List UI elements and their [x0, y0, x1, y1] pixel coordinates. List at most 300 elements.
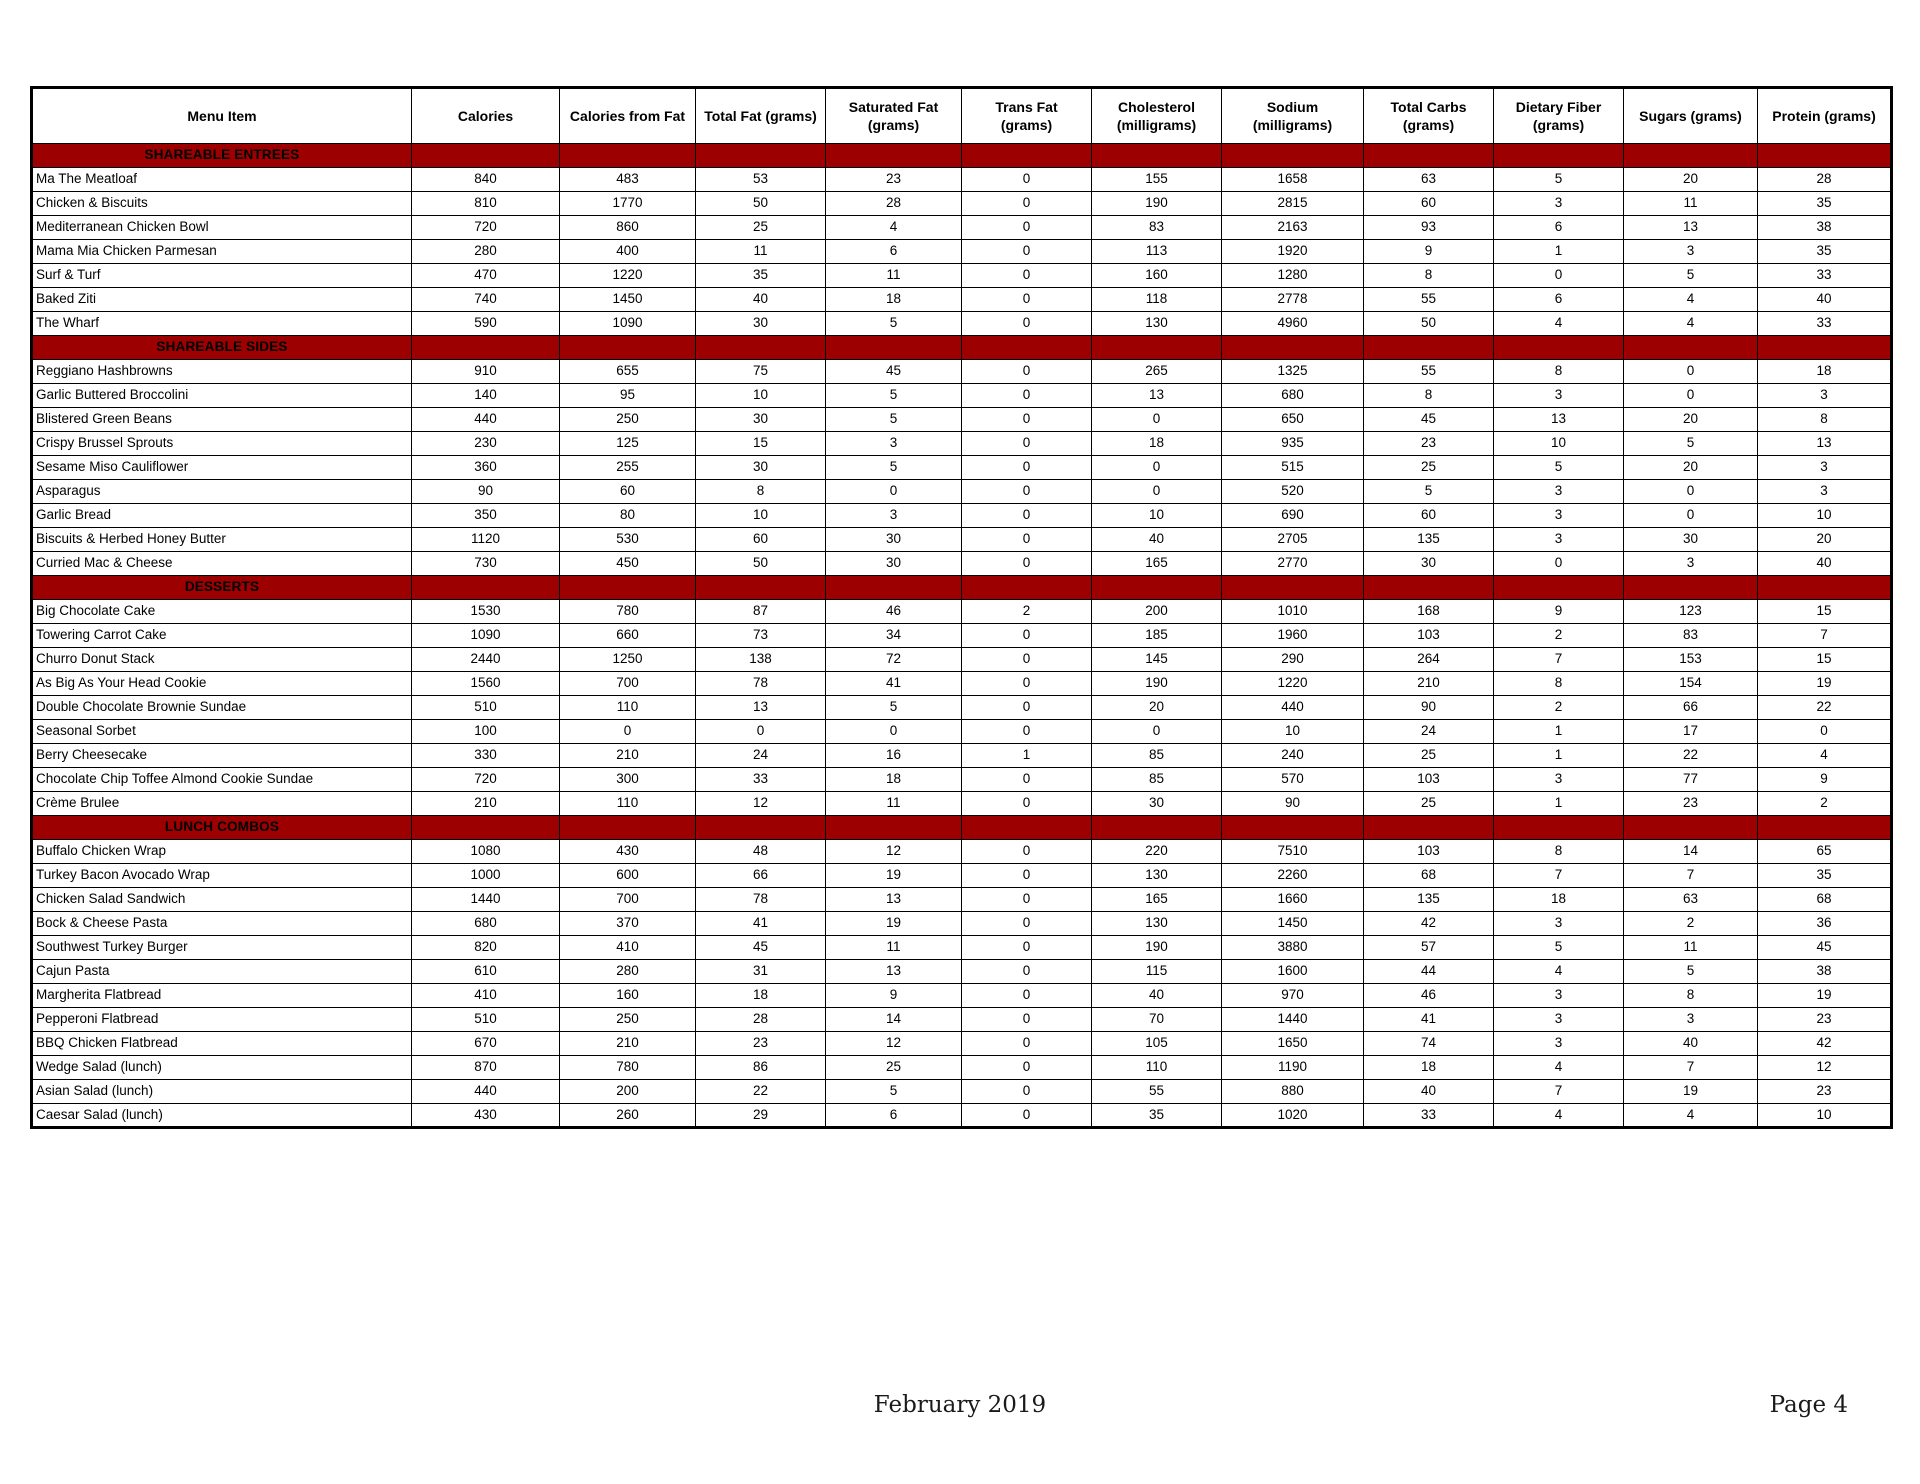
value-cell: 17 [1624, 720, 1758, 744]
value-cell: 1530 [412, 600, 560, 624]
value-cell: 1650 [1222, 1032, 1364, 1056]
value-cell: 86 [696, 1056, 826, 1080]
value-cell: 18 [826, 768, 962, 792]
value-cell: 4 [1758, 744, 1892, 768]
header-row [32, 88, 1892, 144]
column-header: Cholesterol (milligrams) [1092, 88, 1222, 144]
value-cell: 18 [1092, 432, 1222, 456]
section-filler-cell [962, 336, 1092, 360]
value-cell: 0 [1092, 456, 1222, 480]
value-cell: 3 [1494, 912, 1624, 936]
value-cell: 11 [826, 264, 962, 288]
value-cell: 87 [696, 600, 826, 624]
value-cell: 46 [826, 600, 962, 624]
table-row [32, 168, 1892, 192]
value-cell: 1 [1494, 240, 1624, 264]
value-cell: 25 [826, 1056, 962, 1080]
value-cell: 230 [412, 432, 560, 456]
value-cell: 700 [560, 672, 696, 696]
value-cell: 8 [1494, 672, 1624, 696]
value-cell: 3 [1494, 984, 1624, 1008]
menu-item-cell: Towering Carrot Cake [32, 624, 412, 648]
menu-item-cell: Ma The Meatloaf [32, 168, 412, 192]
value-cell: 7 [1494, 648, 1624, 672]
value-cell: 810 [412, 192, 560, 216]
value-cell: 0 [962, 384, 1092, 408]
value-cell: 0 [962, 792, 1092, 816]
menu-item-cell: Asian Salad (lunch) [32, 1080, 412, 1104]
value-cell: 36 [1758, 912, 1892, 936]
value-cell: 0 [1624, 480, 1758, 504]
value-cell: 55 [1364, 288, 1494, 312]
value-cell: 2440 [412, 648, 560, 672]
value-cell: 7 [1494, 864, 1624, 888]
value-cell: 35 [1758, 192, 1892, 216]
section-filler-cell [560, 816, 696, 840]
value-cell: 0 [962, 504, 1092, 528]
value-cell: 77 [1624, 768, 1758, 792]
value-cell: 40 [1624, 1032, 1758, 1056]
value-cell: 3 [1494, 768, 1624, 792]
value-cell: 520 [1222, 480, 1364, 504]
value-cell: 28 [1758, 168, 1892, 192]
section-filler-cell [1494, 576, 1624, 600]
value-cell: 1 [1494, 792, 1624, 816]
value-cell: 13 [1494, 408, 1624, 432]
value-cell: 8 [1758, 408, 1892, 432]
value-cell: 3 [1494, 1032, 1624, 1056]
section-filler-cell [826, 816, 962, 840]
value-cell: 16 [826, 744, 962, 768]
menu-item-cell: Cajun Pasta [32, 960, 412, 984]
value-cell: 45 [826, 360, 962, 384]
value-cell: 140 [412, 384, 560, 408]
value-cell: 660 [560, 624, 696, 648]
value-cell: 45 [696, 936, 826, 960]
section-title: LUNCH COMBOS [32, 816, 412, 840]
value-cell: 20 [1092, 696, 1222, 720]
section-header-row [32, 576, 1892, 600]
value-cell: 185 [1092, 624, 1222, 648]
menu-item-cell: Churro Donut Stack [32, 648, 412, 672]
value-cell: 45 [1758, 936, 1892, 960]
value-cell: 23 [1758, 1008, 1892, 1032]
value-cell: 3 [826, 504, 962, 528]
value-cell: 264 [1364, 648, 1494, 672]
value-cell: 95 [560, 384, 696, 408]
value-cell: 33 [1758, 312, 1892, 336]
value-cell: 0 [962, 720, 1092, 744]
value-cell: 42 [1758, 1032, 1892, 1056]
value-cell: 0 [962, 456, 1092, 480]
value-cell: 1960 [1222, 624, 1364, 648]
section-filler-cell [1222, 336, 1364, 360]
menu-item-cell: Pepperoni Flatbread [32, 1008, 412, 1032]
value-cell: 410 [560, 936, 696, 960]
value-cell: 2 [962, 600, 1092, 624]
value-cell: 28 [826, 192, 962, 216]
value-cell: 210 [412, 792, 560, 816]
value-cell: 40 [696, 288, 826, 312]
section-filler-cell [696, 576, 826, 600]
menu-item-cell: Berry Cheesecake [32, 744, 412, 768]
table-row [32, 264, 1892, 288]
value-cell: 190 [1092, 192, 1222, 216]
section-filler-cell [1092, 336, 1222, 360]
value-cell: 7510 [1222, 840, 1364, 864]
value-cell: 910 [412, 360, 560, 384]
section-filler-cell [826, 144, 962, 168]
section-filler-cell [1624, 144, 1758, 168]
value-cell: 0 [962, 480, 1092, 504]
section-filler-cell [962, 144, 1092, 168]
value-cell: 0 [962, 864, 1092, 888]
value-cell: 300 [560, 768, 696, 792]
value-cell: 780 [560, 600, 696, 624]
value-cell: 0 [696, 720, 826, 744]
menu-item-cell: Southwest Turkey Burger [32, 936, 412, 960]
value-cell: 3 [1624, 552, 1758, 576]
value-cell: 2 [1624, 912, 1758, 936]
value-cell: 0 [962, 528, 1092, 552]
menu-item-cell: BBQ Chicken Flatbread [32, 1032, 412, 1056]
value-cell: 0 [1758, 720, 1892, 744]
value-cell: 19 [826, 864, 962, 888]
value-cell: 138 [696, 648, 826, 672]
value-cell: 2778 [1222, 288, 1364, 312]
value-cell: 0 [962, 672, 1092, 696]
menu-item-cell: The Wharf [32, 312, 412, 336]
section-filler-cell [560, 144, 696, 168]
value-cell: 155 [1092, 168, 1222, 192]
value-cell: 12 [1758, 1056, 1892, 1080]
value-cell: 5 [826, 456, 962, 480]
menu-item-cell: Mediterranean Chicken Bowl [32, 216, 412, 240]
value-cell: 5 [826, 1080, 962, 1104]
nutrition-table-body [32, 144, 1892, 1128]
value-cell: 10 [1758, 504, 1892, 528]
value-cell: 1 [962, 744, 1092, 768]
value-cell: 280 [412, 240, 560, 264]
value-cell: 5 [826, 384, 962, 408]
value-cell: 160 [1092, 264, 1222, 288]
value-cell: 130 [1092, 312, 1222, 336]
value-cell: 90 [1364, 696, 1494, 720]
value-cell: 280 [560, 960, 696, 984]
column-header: Total Carbs (grams) [1364, 88, 1494, 144]
value-cell: 13 [1092, 384, 1222, 408]
value-cell: 6 [826, 240, 962, 264]
value-cell: 1 [1494, 720, 1624, 744]
value-cell: 3 [1758, 456, 1892, 480]
value-cell: 24 [1364, 720, 1494, 744]
value-cell: 72 [826, 648, 962, 672]
value-cell: 154 [1624, 672, 1758, 696]
value-cell: 57 [1364, 936, 1494, 960]
value-cell: 7 [1494, 1080, 1624, 1104]
value-cell: 1080 [412, 840, 560, 864]
value-cell: 1770 [560, 192, 696, 216]
value-cell: 190 [1092, 672, 1222, 696]
value-cell: 18 [696, 984, 826, 1008]
value-cell: 110 [1092, 1056, 1222, 1080]
value-cell: 34 [826, 624, 962, 648]
value-cell: 145 [1092, 648, 1222, 672]
table-row [32, 600, 1892, 624]
value-cell: 690 [1222, 504, 1364, 528]
value-cell: 220 [1092, 840, 1222, 864]
value-cell: 103 [1364, 768, 1494, 792]
value-cell: 18 [1364, 1056, 1494, 1080]
value-cell: 46 [1364, 984, 1494, 1008]
value-cell: 255 [560, 456, 696, 480]
value-cell: 9 [826, 984, 962, 1008]
value-cell: 8 [696, 480, 826, 504]
value-cell: 1120 [412, 528, 560, 552]
table-row [32, 480, 1892, 504]
value-cell: 610 [412, 960, 560, 984]
value-cell: 68 [1364, 864, 1494, 888]
value-cell: 250 [560, 408, 696, 432]
value-cell: 780 [560, 1056, 696, 1080]
section-header-row [32, 336, 1892, 360]
value-cell: 3 [1494, 1008, 1624, 1032]
value-cell: 0 [962, 360, 1092, 384]
value-cell: 0 [826, 480, 962, 504]
value-cell: 2815 [1222, 192, 1364, 216]
value-cell: 165 [1092, 888, 1222, 912]
value-cell: 13 [826, 960, 962, 984]
value-cell: 700 [560, 888, 696, 912]
value-cell: 0 [962, 1032, 1092, 1056]
table-row [32, 1080, 1892, 1104]
menu-item-cell: Wedge Salad (lunch) [32, 1056, 412, 1080]
value-cell: 40 [1758, 552, 1892, 576]
value-cell: 5 [1624, 264, 1758, 288]
value-cell: 5 [1624, 960, 1758, 984]
value-cell: 670 [412, 1032, 560, 1056]
value-cell: 8 [1494, 360, 1624, 384]
value-cell: 5 [1494, 456, 1624, 480]
value-cell: 6 [1494, 216, 1624, 240]
menu-item-cell: As Big As Your Head Cookie [32, 672, 412, 696]
section-filler-cell [1364, 336, 1494, 360]
value-cell: 0 [962, 192, 1092, 216]
value-cell: 22 [696, 1080, 826, 1104]
section-filler-cell [1624, 336, 1758, 360]
value-cell: 15 [696, 432, 826, 456]
menu-item-cell: Chicken & Biscuits [32, 192, 412, 216]
value-cell: 1440 [1222, 1008, 1364, 1032]
value-cell: 4 [1624, 1104, 1758, 1128]
value-cell: 22 [1758, 696, 1892, 720]
value-cell: 5 [1494, 936, 1624, 960]
value-cell: 360 [412, 456, 560, 480]
value-cell: 30 [826, 528, 962, 552]
table-row [32, 720, 1892, 744]
value-cell: 50 [1364, 312, 1494, 336]
menu-item-cell: Big Chocolate Cake [32, 600, 412, 624]
value-cell: 650 [1222, 408, 1364, 432]
value-cell: 105 [1092, 1032, 1222, 1056]
value-cell: 0 [1092, 408, 1222, 432]
value-cell: 740 [412, 288, 560, 312]
value-cell: 5 [826, 696, 962, 720]
value-cell: 3 [1624, 1008, 1758, 1032]
section-title: SHAREABLE ENTREES [32, 144, 412, 168]
value-cell: 80 [560, 504, 696, 528]
column-header: Dietary Fiber (grams) [1494, 88, 1624, 144]
value-cell: 85 [1092, 768, 1222, 792]
table-row [32, 528, 1892, 552]
value-cell: 3 [1494, 384, 1624, 408]
value-cell: 63 [1364, 168, 1494, 192]
value-cell: 23 [1364, 432, 1494, 456]
value-cell: 210 [560, 744, 696, 768]
value-cell: 0 [1624, 504, 1758, 528]
menu-item-cell: Crème Brulee [32, 792, 412, 816]
value-cell: 12 [826, 840, 962, 864]
value-cell: 110 [560, 792, 696, 816]
value-cell: 10 [696, 384, 826, 408]
menu-item-cell: Crispy Brussel Sprouts [32, 432, 412, 456]
value-cell: 570 [1222, 768, 1364, 792]
value-cell: 720 [412, 768, 560, 792]
value-cell: 83 [1624, 624, 1758, 648]
value-cell: 13 [1624, 216, 1758, 240]
table-row [32, 216, 1892, 240]
section-filler-cell [412, 576, 560, 600]
table-row [32, 384, 1892, 408]
value-cell: 19 [1758, 672, 1892, 696]
value-cell: 23 [696, 1032, 826, 1056]
value-cell: 2 [1758, 792, 1892, 816]
value-cell: 3 [1494, 192, 1624, 216]
value-cell: 130 [1092, 912, 1222, 936]
menu-item-cell: Turkey Bacon Avocado Wrap [32, 864, 412, 888]
value-cell: 370 [560, 912, 696, 936]
value-cell: 840 [412, 168, 560, 192]
table-row [32, 1104, 1892, 1128]
value-cell: 33 [1364, 1104, 1494, 1128]
value-cell: 1920 [1222, 240, 1364, 264]
value-cell: 23 [1758, 1080, 1892, 1104]
value-cell: 33 [696, 768, 826, 792]
value-cell: 1440 [412, 888, 560, 912]
value-cell: 118 [1092, 288, 1222, 312]
value-cell: 55 [1092, 1080, 1222, 1104]
menu-item-cell: Surf & Turf [32, 264, 412, 288]
value-cell: 30 [826, 552, 962, 576]
section-title: DESSERTS [32, 576, 412, 600]
value-cell: 5 [826, 408, 962, 432]
section-filler-cell [1758, 144, 1892, 168]
value-cell: 0 [962, 216, 1092, 240]
menu-item-cell: Blistered Green Beans [32, 408, 412, 432]
value-cell: 103 [1364, 840, 1494, 864]
value-cell: 0 [962, 648, 1092, 672]
value-cell: 74 [1364, 1032, 1494, 1056]
value-cell: 1600 [1222, 960, 1364, 984]
table-row [32, 744, 1892, 768]
value-cell: 90 [1222, 792, 1364, 816]
menu-item-cell: Biscuits & Herbed Honey Butter [32, 528, 412, 552]
value-cell: 820 [412, 936, 560, 960]
value-cell: 3 [1494, 504, 1624, 528]
menu-item-cell: Mama Mia Chicken Parmesan [32, 240, 412, 264]
section-filler-cell [1494, 336, 1624, 360]
value-cell: 18 [1758, 360, 1892, 384]
value-cell: 655 [560, 360, 696, 384]
value-cell: 200 [560, 1080, 696, 1104]
value-cell: 90 [412, 480, 560, 504]
value-cell: 11 [696, 240, 826, 264]
section-filler-cell [1222, 144, 1364, 168]
table-header [32, 88, 1892, 144]
value-cell: 73 [696, 624, 826, 648]
value-cell: 0 [1624, 360, 1758, 384]
table-row [32, 408, 1892, 432]
table-row [32, 192, 1892, 216]
table-row [32, 1056, 1892, 1080]
value-cell: 1658 [1222, 168, 1364, 192]
value-cell: 0 [962, 432, 1092, 456]
menu-item-cell: Baked Ziti [32, 288, 412, 312]
value-cell: 66 [696, 864, 826, 888]
menu-item-cell: Caesar Salad (lunch) [32, 1104, 412, 1128]
value-cell: 130 [1092, 864, 1222, 888]
section-filler-cell [696, 144, 826, 168]
value-cell: 13 [1758, 432, 1892, 456]
footer-date: February 2019 [873, 1392, 1047, 1418]
table-row [32, 960, 1892, 984]
value-cell: 14 [826, 1008, 962, 1032]
value-cell: 113 [1092, 240, 1222, 264]
value-cell: 12 [826, 1032, 962, 1056]
menu-item-cell: Buffalo Chicken Wrap [32, 840, 412, 864]
value-cell: 22 [1624, 744, 1758, 768]
value-cell: 410 [412, 984, 560, 1008]
value-cell: 0 [962, 1056, 1092, 1080]
column-header: Menu Item [32, 88, 412, 144]
value-cell: 0 [962, 1008, 1092, 1032]
value-cell: 600 [560, 864, 696, 888]
value-cell: 4 [826, 216, 962, 240]
value-cell: 5 [1494, 168, 1624, 192]
value-cell: 0 [1494, 264, 1624, 288]
table-row [32, 240, 1892, 264]
value-cell: 2260 [1222, 864, 1364, 888]
value-cell: 190 [1092, 936, 1222, 960]
value-cell: 29 [696, 1104, 826, 1128]
value-cell: 23 [826, 168, 962, 192]
table-row [32, 288, 1892, 312]
value-cell: 168 [1364, 600, 1494, 624]
value-cell: 0 [826, 720, 962, 744]
value-cell: 2705 [1222, 528, 1364, 552]
table-row [32, 792, 1892, 816]
value-cell: 1010 [1222, 600, 1364, 624]
value-cell: 2770 [1222, 552, 1364, 576]
value-cell: 20 [1624, 456, 1758, 480]
value-cell: 0 [962, 888, 1092, 912]
menu-item-cell: Chicken Salad Sandwich [32, 888, 412, 912]
value-cell: 60 [560, 480, 696, 504]
value-cell: 31 [696, 960, 826, 984]
value-cell: 0 [962, 984, 1092, 1008]
value-cell: 38 [1758, 960, 1892, 984]
value-cell: 23 [1624, 792, 1758, 816]
